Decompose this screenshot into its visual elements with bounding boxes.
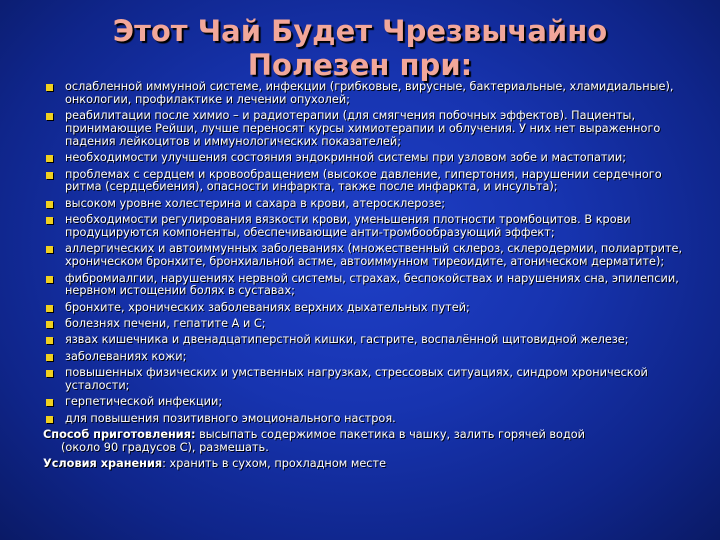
- square-bullet-icon: [46, 201, 53, 208]
- preparation-label: Способ приготовления:: [43, 428, 196, 442]
- slide-title: Этот Чай Будет Чрезвычайно Полезен при:: [112, 14, 608, 82]
- square-bullet-icon: [46, 172, 53, 179]
- preparation-text: высыпать содержимое пакетика в чашку, залить горячей водой: [195, 428, 586, 442]
- list-item: [43, 110, 683, 148]
- list-item-text: высоком уровне холестерина и сахара в крови, атеросклерозе;: [65, 196, 446, 210]
- storage-paragraph: [43, 458, 683, 471]
- square-bullet-icon: [46, 155, 53, 162]
- list-item-text: язвах кишечника и двенадцатиперстной кишки, гастрите, воспалённой щитовидной железе;: [65, 333, 629, 347]
- list-item-text: ослабленной иммунной системе, инфекции (грибковые, вирусные, бактериальные, хламидиальные), онкологии, профилактике и лечении опухолей;: [65, 80, 674, 106]
- list-item: [43, 302, 683, 315]
- list-item: [43, 396, 683, 409]
- square-bullet-icon: [46, 276, 53, 283]
- storage-label: Условия хранения: [43, 457, 163, 471]
- list-item-text: необходимости улучшения состояния эндокринной системы при узловом зобе и мастопатии;: [65, 151, 626, 165]
- list-item-text: фибромиалгии, нарушениях нервной системы, страхах, беспокойствах и нарушениях сна, эпилепсии, нервном истощении болях в суставах;: [65, 271, 679, 298]
- list-item-text: повышенных физических и умственных нагрузках, стрессовых ситуациях, синдром хронической усталости;: [65, 366, 648, 393]
- square-bullet-icon: [46, 370, 53, 377]
- list-item: [43, 334, 683, 347]
- square-bullet-icon: [46, 217, 53, 224]
- square-bullet-icon: [46, 399, 53, 406]
- square-bullet-icon: [46, 84, 53, 91]
- list-item: [43, 318, 683, 331]
- square-bullet-icon: [46, 321, 53, 328]
- square-bullet-icon: [46, 337, 53, 344]
- list-item-text: бронхите, хронических заболеваниях верхних дыхательных путей;: [65, 300, 470, 314]
- square-bullet-icon: [46, 354, 53, 361]
- slide-content: [43, 81, 683, 475]
- list-item-text: болезнях печени, гепатите А и С;: [65, 317, 266, 331]
- list-item-text: реабилитации после химио – и радиотерапии (для смягчения побочных эффектов). Пациенты, принимающие Рейши, лучше переносят курсы химиотерапии и облучения. У них нет выраженного падения лейкоцитов и иммунологических показателей;: [65, 109, 661, 148]
- list-item: [43, 413, 683, 426]
- preparation-paragraph: [43, 429, 683, 455]
- square-bullet-icon: [46, 246, 53, 253]
- list-item-text: для повышения позитивного эмоционального настроя.: [65, 411, 396, 425]
- indications-list: [43, 81, 683, 426]
- list-item: [43, 351, 683, 364]
- list-item-text: аллергических и автоиммунных заболеваниях (множественный склероз, склеродермии, полиартрите, хроническом бронхите, бронхиальной астме, автоиммунном тиреоидите, атоническом дерматите);: [65, 242, 683, 269]
- list-item: [43, 198, 683, 211]
- list-item: [43, 214, 683, 240]
- list-item-text: заболеваниях кожи;: [65, 349, 187, 363]
- square-bullet-icon: [46, 113, 53, 120]
- storage-text: : хранить в сухом, прохладном месте: [162, 457, 387, 471]
- square-bullet-icon: [46, 305, 53, 312]
- square-bullet-icon: [46, 416, 53, 423]
- list-item: [43, 367, 683, 393]
- preparation-text-continued: (около 90 градусов С), размешать.: [61, 441, 269, 455]
- list-item-text: проблемах с сердцем и кровообращением (высокое давление, гипертония, нарушении сердечного ритма (сердцебиения), опасности инфаркта, также после инфаркта, и инсульта);: [65, 167, 662, 194]
- list-item: [43, 81, 683, 107]
- list-item-text: герпетической инфекции;: [65, 395, 223, 409]
- list-item: [43, 152, 683, 165]
- list-item-text: необходимости регулирования вязкости крови, уменьшения плотности тромбоцитов. В крови продуцируются компоненты, обеспечивающие анти-тромбообразующий эффект;: [65, 213, 631, 239]
- list-item: [43, 169, 683, 195]
- list-item: [43, 273, 683, 299]
- list-item: [43, 243, 683, 269]
